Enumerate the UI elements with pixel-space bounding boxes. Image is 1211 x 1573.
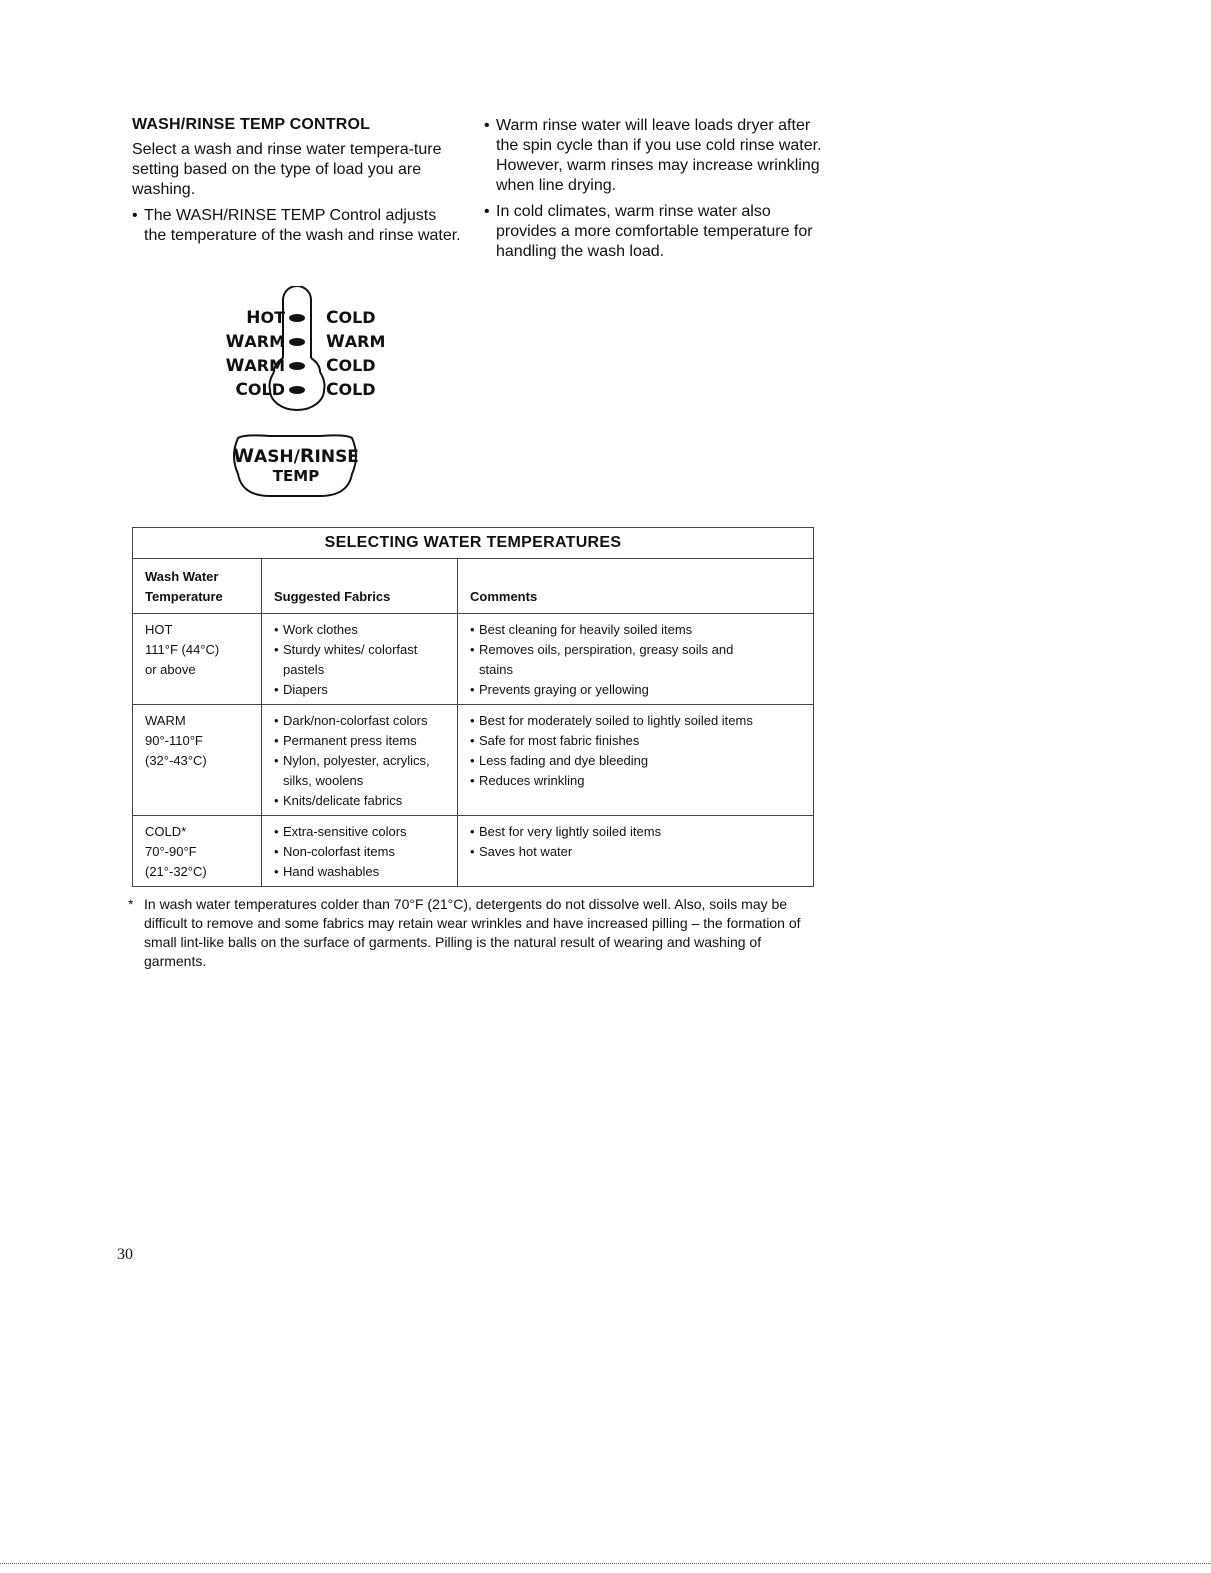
page-number: 30 bbox=[117, 1246, 133, 1263]
footnote-text: In wash water temperatures colder than 70°F (21°C), detergents do not dissolve well. Also, soils may be difficult to remove and some fabrics may retain wear wrinkles and have increased pilling – the formation of small lint-like balls on the surface of garments. Pilling is the natural result of wearing and washing of garments. bbox=[144, 896, 801, 969]
wash-rinse-temp-dial[interactable] bbox=[190, 286, 430, 506]
dial-wash-cold: COLD bbox=[235, 380, 285, 400]
table-row bbox=[133, 614, 814, 705]
header-suggested-fabrics: Suggested Fabrics bbox=[262, 559, 458, 614]
dial-rinse-cold-3: COLD bbox=[326, 380, 376, 400]
dial-rinse-cold-2: COLD bbox=[326, 356, 376, 376]
table-row bbox=[133, 705, 814, 816]
table-row bbox=[133, 816, 814, 887]
section-heading: WASH/RINSE TEMP CONTROL bbox=[132, 116, 371, 133]
dial-wash-warm-2: WARM bbox=[225, 356, 285, 376]
bottom-divider bbox=[0, 1563, 1211, 1564]
comments-cell: • Best for very lightly soiled items • Saves hot water bbox=[458, 816, 814, 887]
dial-wash-warm-1: WARM bbox=[225, 332, 285, 352]
header-wash-water-temperature: Wash Water Temperature bbox=[133, 559, 262, 614]
header-comments: Comments bbox=[458, 559, 814, 614]
warm-rinse-bullet: • Warm rinse water will leave loads dryer after the spin cycle than if you use cold rinse water. However, warm rinses may increase wrinkling when line drying. bbox=[484, 116, 824, 196]
comments-cell: • Best cleaning for heavily soiled items • Removes oils, perspiration, greasy soils and stains • Prevents graying or yellowing bbox=[458, 614, 814, 705]
footnote bbox=[128, 895, 822, 971]
temp-cell: WARM 90°-110°F (32°-43°C) bbox=[133, 705, 262, 816]
left-column bbox=[132, 116, 462, 252]
temp-cell: HOT 111°F (44°C) or above bbox=[133, 614, 262, 705]
dial-rinse-cold-1: COLD bbox=[326, 308, 376, 328]
comments-cell: • Best for moderately soiled to lightly soiled items • Safe for most fabric finishes • Less fading and dye bleeding • Reduces wrinkling bbox=[458, 705, 814, 816]
fabrics-cell: • Extra-sensitive colors • Non-colorfast items • Hand washables bbox=[262, 816, 458, 887]
dial-wash-hot: HOT bbox=[246, 308, 285, 328]
footnote-marker: * bbox=[128, 896, 134, 912]
water-temperature-table bbox=[132, 527, 814, 887]
cold-climate-bullet: • In cold climates, warm rinse water also provides a more comfortable temperature for handling the wash load. bbox=[484, 202, 824, 262]
dial-panel-label: WASH/RINSE TEMP bbox=[233, 445, 359, 485]
intro-paragraph: Select a wash and rinse water tempera-ture setting based on the type of load you are washing. bbox=[132, 141, 442, 198]
right-column bbox=[484, 116, 824, 268]
fabrics-cell: • Work clothes • Sturdy whites/ colorfast pastels • Diapers bbox=[262, 614, 458, 705]
fabrics-cell: • Dark/non-colorfast colors • Permanent press items • Nylon, polyester, acrylics, silks, woolens • Knits/delicate fabrics bbox=[262, 705, 458, 816]
control-bullet: • The WASH/RINSE TEMP Control adjusts the temperature of the wash and rinse water. bbox=[132, 206, 462, 246]
temp-cell: COLD* 70°-90°F (21°-32°C) bbox=[133, 816, 262, 887]
table-title: SELECTING WATER TEMPERATURES bbox=[133, 528, 814, 559]
dial-rinse-warm: WARM bbox=[326, 332, 386, 352]
